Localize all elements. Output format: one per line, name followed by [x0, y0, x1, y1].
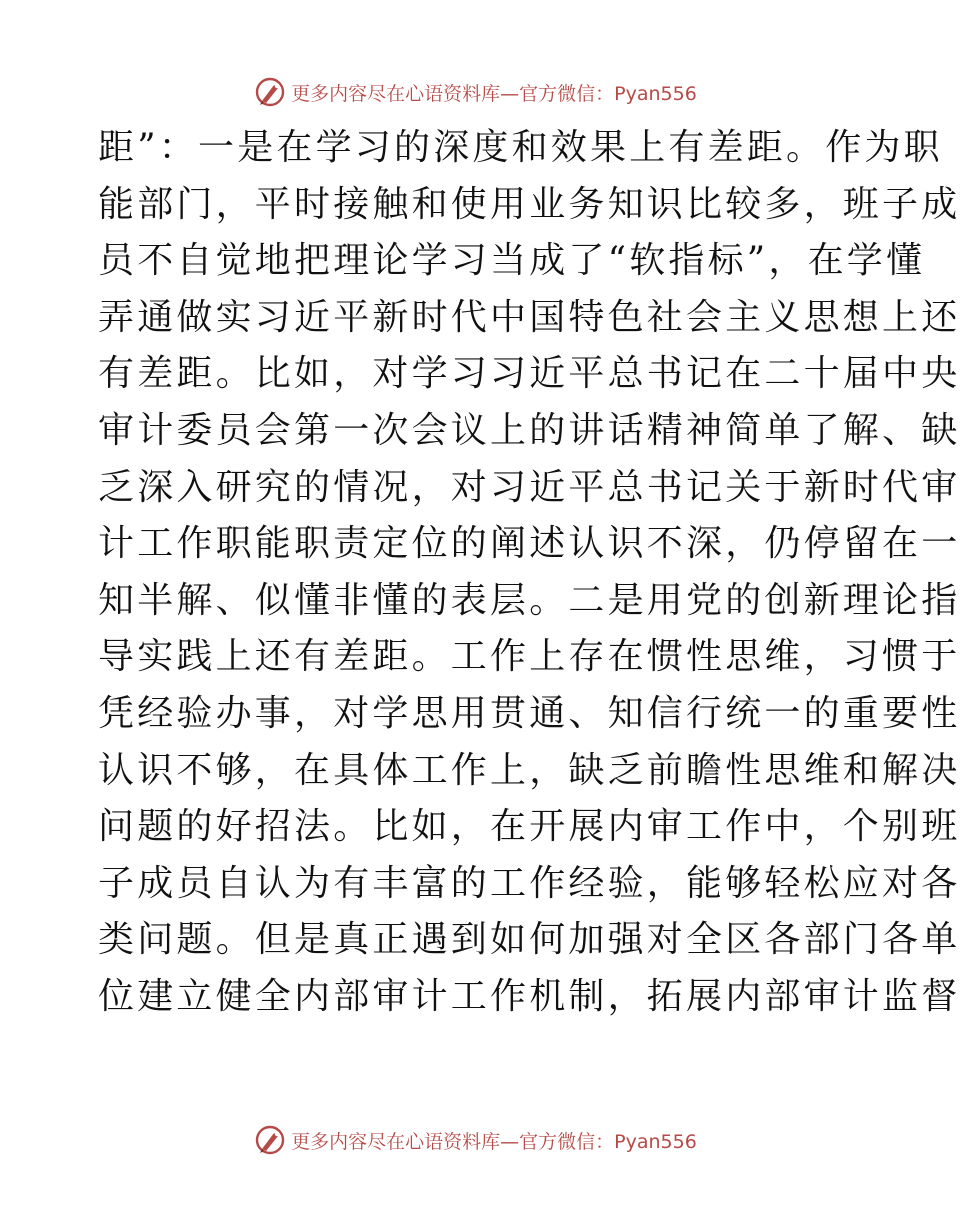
body-line: 有差距。比如，对学习习近平总书记在二十届中央 — [98, 353, 960, 395]
body-line: 弄通做实习近平新时代中国特色社会主义思想上还 — [98, 296, 960, 338]
pen-logo-icon — [253, 75, 287, 109]
pen-logo-icon — [253, 1123, 287, 1157]
body-line: 子成员自认为有丰富的工作经验，能够轻松应对各 — [98, 862, 960, 904]
header-watermark — [0, 72, 950, 112]
body-line: 计工作职能职责定位的阐述认识不深，仍停留在一 — [98, 523, 960, 565]
body-line: 位建立健全内部审计工作机制，拓展内部审计监督 — [98, 975, 960, 1017]
body-line: 审计委员会第一次会议上的讲话精神简单了解、缺 — [98, 409, 960, 451]
body-line: 能部门，平时接触和使用业务知识比较多，班子成 — [98, 183, 960, 225]
body-line: 凭经验办事，对学思用贯通、知信行统一的重要性 — [98, 692, 960, 734]
document-body — [98, 120, 960, 1026]
body-line: 员不自觉地把理论学习当成了“软指标”，在学懂 — [98, 240, 926, 282]
body-line: 导实践上还有差距。工作上存在惯性思维，习惯于 — [98, 636, 960, 678]
body-line: 乏深入研究的情况，对习近平总书记关于新时代审 — [98, 466, 960, 508]
body-line: 知半解、似懂非懂的表层。二是用党的创新理论指 — [98, 579, 960, 621]
footer-watermark — [0, 1120, 950, 1160]
body-line: 距”：一是在学习的深度和效果上有差距。作为职 — [98, 127, 943, 168]
header-watermark-text: 更多内容尽在心语资料库—官方微信：Pyan556 — [291, 82, 697, 105]
footer-watermark-text: 更多内容尽在心语资料库—官方微信：Pyan556 — [291, 1130, 697, 1153]
body-line: 认识不够，在具体工作上，缺乏前瞻性思维和解决 — [98, 749, 960, 791]
body-line: 类问题。但是真正遇到如何加强对全区各部门各单 — [98, 919, 960, 961]
body-line: 问题的好招法。比如，在开展内审工作中，个别班 — [98, 806, 960, 848]
